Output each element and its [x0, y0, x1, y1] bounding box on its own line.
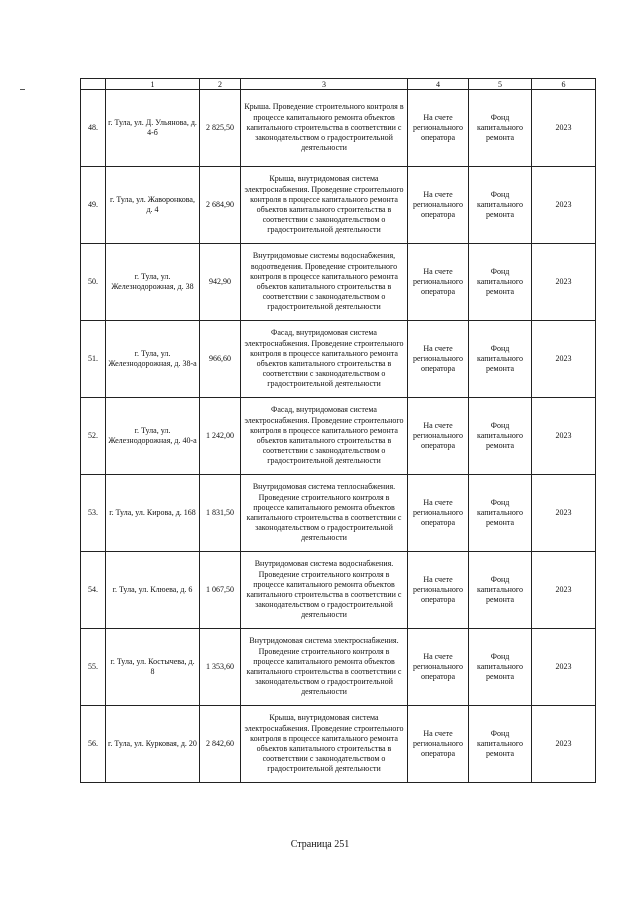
year-cell: 2023 — [532, 90, 596, 167]
work-description-cell: Внутридомовая система электроснабжения. Проведение строительного контроля в процессе капитального ремонта объектов капитального строительства в соответствии с законодательством о градостроительной деятельности — [241, 629, 408, 706]
table-row — [81, 398, 596, 475]
cost-cell: 966,60 — [200, 321, 241, 398]
table-row — [81, 244, 596, 321]
table-row — [81, 321, 596, 398]
work-description-cell: Внутридомовая система теплоснабжения. Проведение строительного контроля в процессе капитального ремонта объектов капитального строительства в соответствии с законодательством о градостроительной деятельности — [241, 475, 408, 552]
header-col-5: 5 — [469, 79, 532, 90]
work-description-cell: Внутридомовые системы водоснабжения, водоотведения. Проведение строительного контроля в процессе капитального ремонта объектов капитального строительства в соответствии с законодательством о градостроительной деятельности — [241, 244, 408, 321]
account-cell: На счете регионального оператора — [408, 706, 469, 783]
cost-cell: 942,90 — [200, 244, 241, 321]
funding-source-cell: Фонд капитального ремонта — [469, 167, 532, 244]
year-cell: 2023 — [532, 706, 596, 783]
repair-schedule-table — [80, 78, 596, 783]
funding-source-cell: Фонд капитального ремонта — [469, 475, 532, 552]
year-cell: 2023 — [532, 321, 596, 398]
header-col-3: 3 — [241, 79, 408, 90]
cost-cell: 1 242,00 — [200, 398, 241, 475]
table-row — [81, 167, 596, 244]
cost-cell: 1 067,50 — [200, 552, 241, 629]
work-description-cell: Крыша, внутридомовая система электроснабжения. Проведение строительного контроля в процессе капитального ремонта объектов капитального строительства в соответствии с законодательством о градостроительной деятельности — [241, 706, 408, 783]
address-cell: г. Тула, ул. Д. Ульянова, д. 4-б — [106, 90, 200, 167]
account-cell: На счете регионального оператора — [408, 321, 469, 398]
year-cell: 2023 — [532, 398, 596, 475]
account-cell: На счете регионального оператора — [408, 244, 469, 321]
year-cell: 2023 — [532, 167, 596, 244]
column-number-row — [81, 79, 596, 90]
address-cell: г. Тула, ул. Жаворонкова, д. 4 — [106, 167, 200, 244]
account-cell: На счете регионального оператора — [408, 167, 469, 244]
funding-source-cell: Фонд капитального ремонта — [469, 90, 532, 167]
year-cell: 2023 — [532, 552, 596, 629]
cost-cell: 2 684,90 — [200, 167, 241, 244]
work-description-cell: Крыша. Проведение строительного контроля в процессе капитального ремонта объектов капитального строительства в соответствии с законодательством о градостроительной деятельности — [241, 90, 408, 167]
account-cell: На счете регионального оператора — [408, 629, 469, 706]
funding-source-cell: Фонд капитального ремонта — [469, 629, 532, 706]
funding-source-cell: Фонд капитального ремонта — [469, 398, 532, 475]
address-cell: г. Тула, ул. Кирова, д. 168 — [106, 475, 200, 552]
row-number-cell: 49. — [81, 167, 106, 244]
account-cell: На счете регионального оператора — [408, 475, 469, 552]
work-description-cell: Фасад, внутридомовая система электроснабжения. Проведение строительного контроля в процессе капитального ремонта объектов капитального строительства в соответствии с законодательством о градостроительной деятельности — [241, 398, 408, 475]
table-body — [81, 79, 596, 783]
year-cell: 2023 — [532, 629, 596, 706]
address-cell: г. Тула, ул. Железнодорожная, д. 38-а — [106, 321, 200, 398]
account-cell: На счете регионального оператора — [408, 90, 469, 167]
row-number-cell: 51. — [81, 321, 106, 398]
row-number-cell: 55. — [81, 629, 106, 706]
cost-cell: 1 353,60 — [200, 629, 241, 706]
work-description-cell: Внутридомовая система водоснабжения. Проведение строительного контроля в процессе капитального ремонта объектов капитального строительства в соответствии с законодательством о градостроительной деятельности — [241, 552, 408, 629]
cost-cell: 1 831,50 — [200, 475, 241, 552]
row-number-cell: 50. — [81, 244, 106, 321]
year-cell: 2023 — [532, 475, 596, 552]
scan-speck — [20, 89, 25, 90]
funding-source-cell: Фонд капитального ремонта — [469, 321, 532, 398]
address-cell: г. Тула, ул. Костычева, д. 8 — [106, 629, 200, 706]
address-cell: г. Тула, ул. Железнодорожная, д. 40-а — [106, 398, 200, 475]
account-cell: На счете регионального оператора — [408, 552, 469, 629]
table-row — [81, 706, 596, 783]
table-row — [81, 629, 596, 706]
page-number: Страница 251 — [290, 839, 350, 850]
row-number-cell: 52. — [81, 398, 106, 475]
row-number-cell: 48. — [81, 90, 106, 167]
table-row — [81, 552, 596, 629]
cost-cell: 2 842,60 — [200, 706, 241, 783]
address-cell: г. Тула, ул. Железнодорожная, д. 38 — [106, 244, 200, 321]
account-cell: На счете регионального оператора — [408, 398, 469, 475]
funding-source-cell: Фонд капитального ремонта — [469, 552, 532, 629]
header-col-4: 4 — [408, 79, 469, 90]
work-description-cell: Фасад, внутридомовая система электроснабжения. Проведение строительного контроля в процессе капитального ремонта объектов капитального строительства в соответствии с законодательством о градостроительной деятельности — [241, 321, 408, 398]
row-number-cell: 54. — [81, 552, 106, 629]
row-number-cell: 56. — [81, 706, 106, 783]
funding-source-cell: Фонд капитального ремонта — [469, 244, 532, 321]
address-cell: г. Тула, ул. Курковая, д. 20 — [106, 706, 200, 783]
header-col-2: 2 — [200, 79, 241, 90]
table-row — [81, 90, 596, 167]
cost-cell: 2 825,50 — [200, 90, 241, 167]
row-number-cell: 53. — [81, 475, 106, 552]
table-row — [81, 475, 596, 552]
header-empty-cell — [81, 79, 106, 90]
funding-source-cell: Фонд капитального ремонта — [469, 706, 532, 783]
header-col-6: 6 — [532, 79, 596, 90]
work-description-cell: Крыша, внутридомовая система электроснабжения. Проведение строительного контроля в процессе капитального ремонта объектов капитального строительства в соответствии с законодательством о градостроительной деятельности — [241, 167, 408, 244]
address-cell: г. Тула, ул. Клюева, д. 6 — [106, 552, 200, 629]
header-col-1: 1 — [106, 79, 200, 90]
year-cell: 2023 — [532, 244, 596, 321]
